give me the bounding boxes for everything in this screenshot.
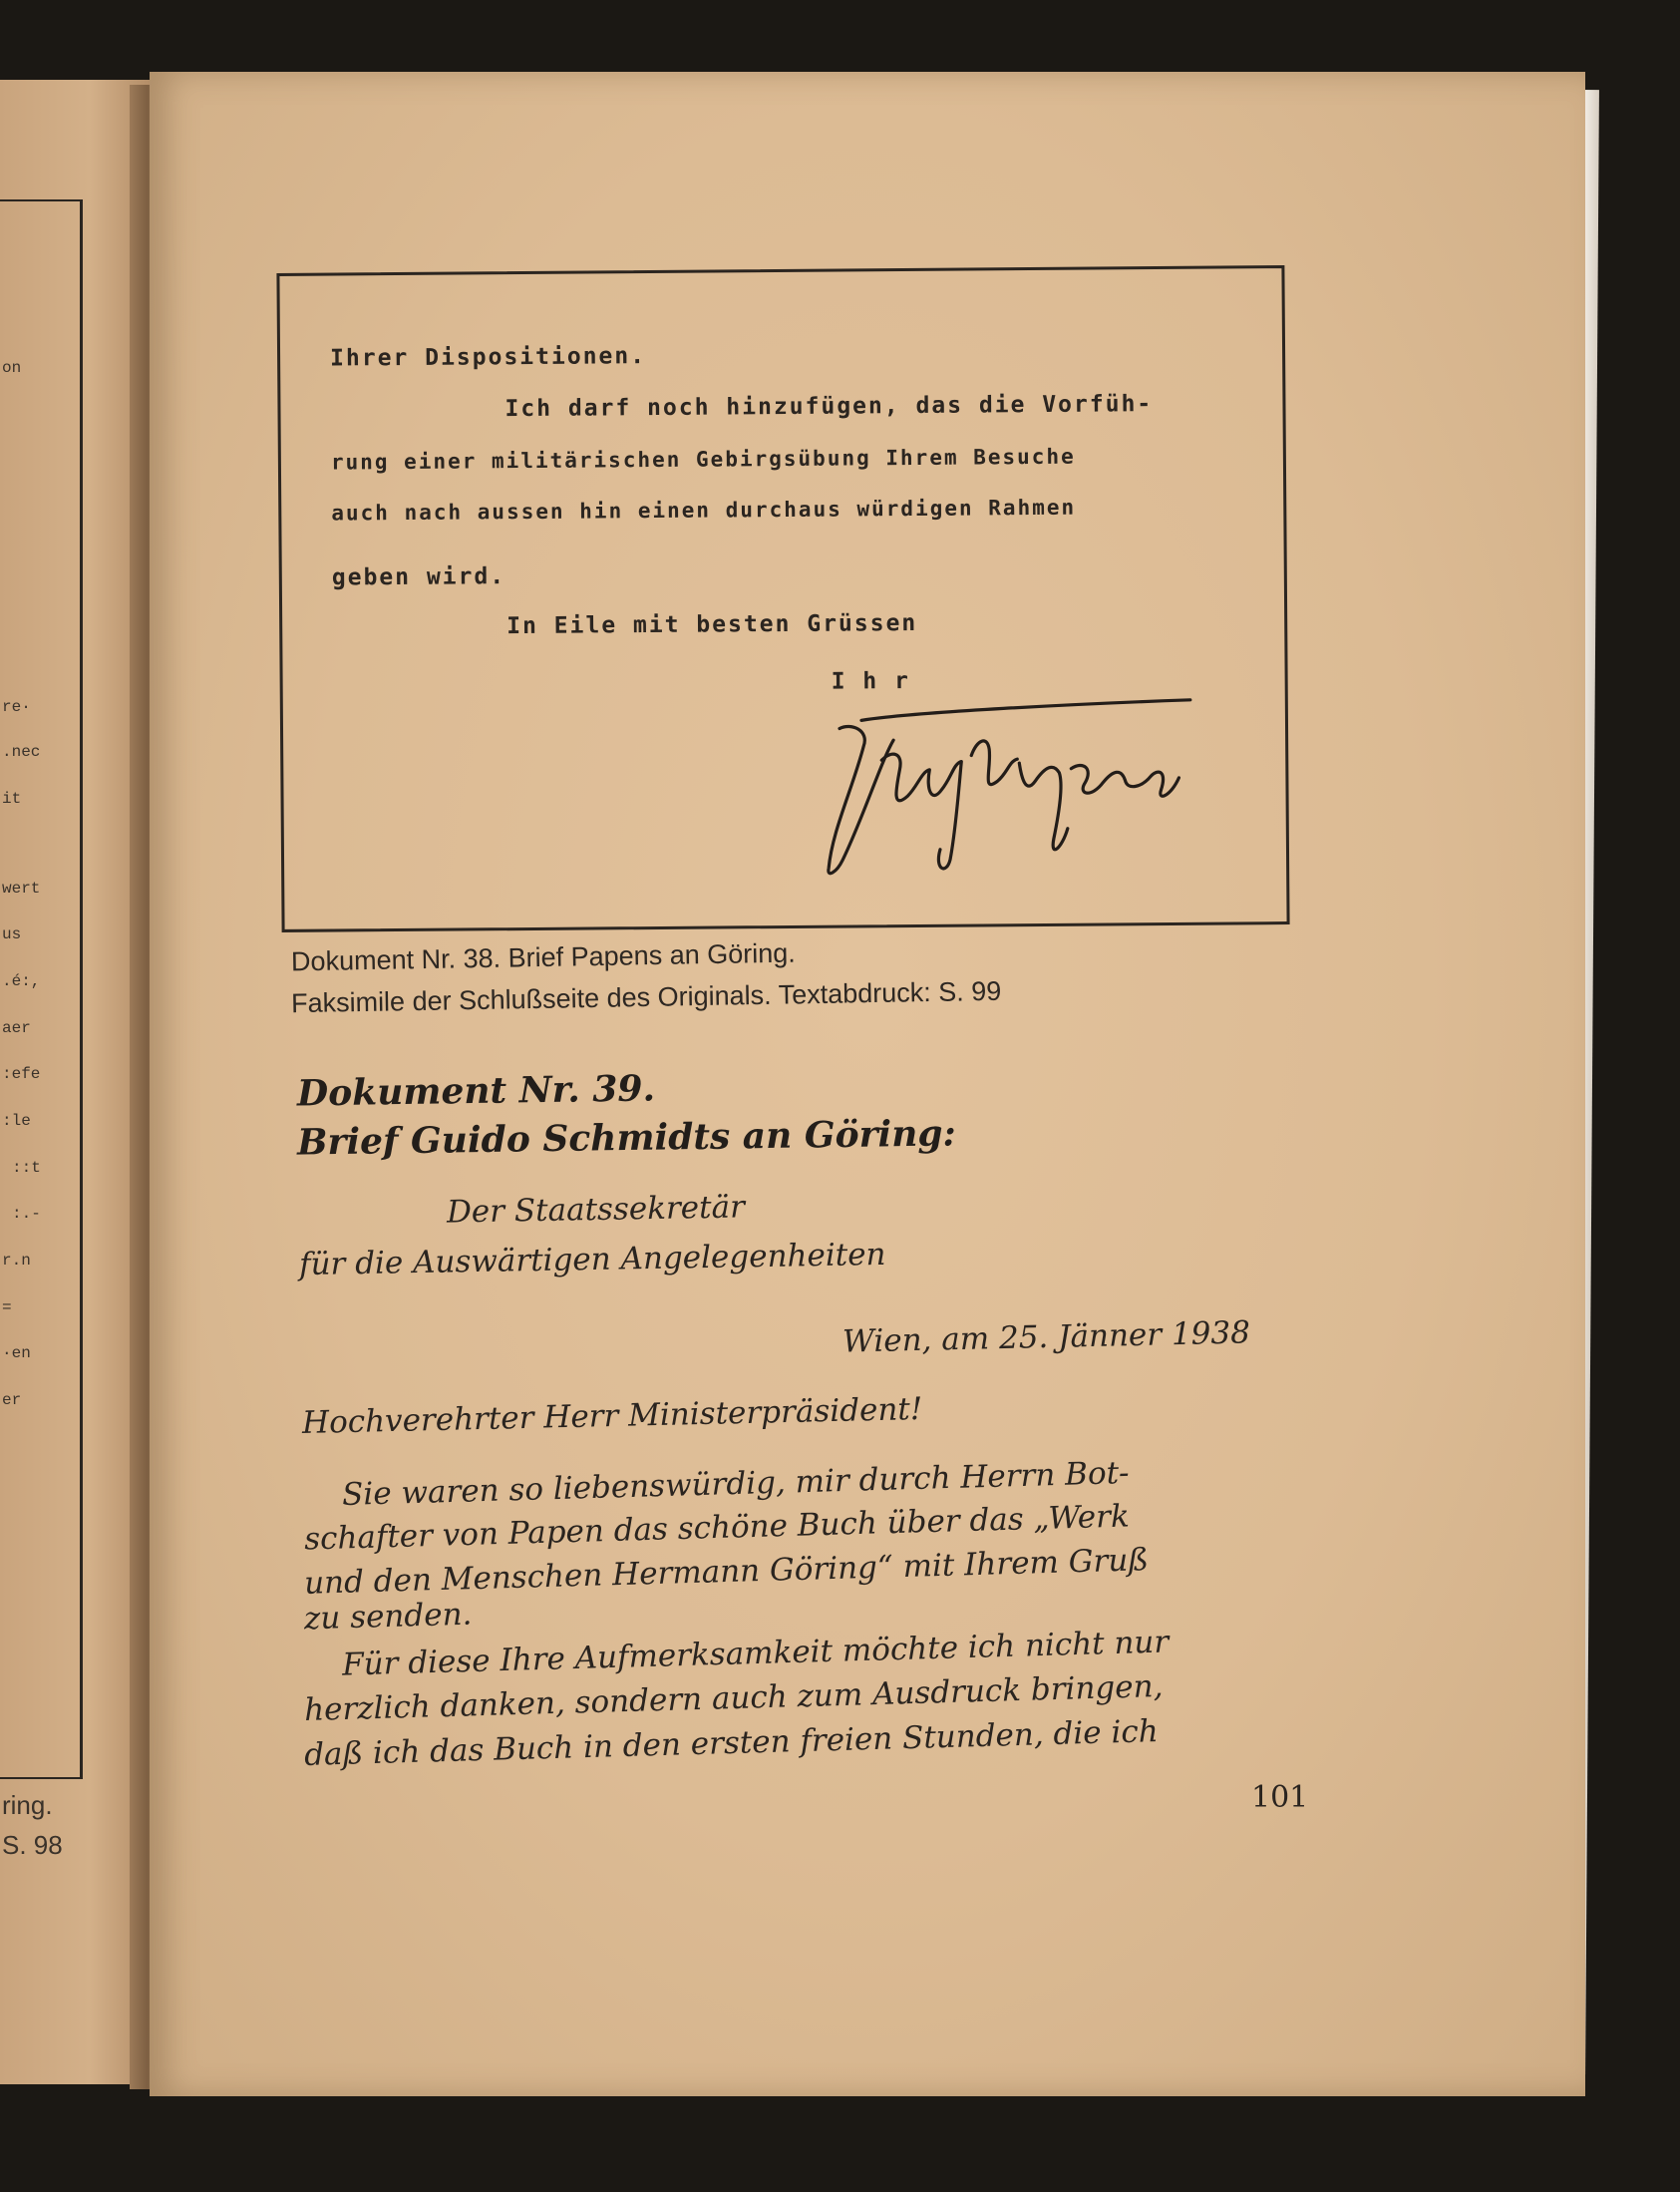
- left-fragment: wert: [2, 880, 41, 898]
- letter-body-line: schafter von Papen das schöne Buch über das „Werk: [303, 1498, 1131, 1558]
- letter-body-line: daß ich das Buch in den ersten freien Stunden, die ich: [303, 1713, 1160, 1773]
- facsimile-line: Ich darf noch hinzufügen, das die Vorfüh-: [504, 391, 1154, 423]
- letter-body-line: und den Menschen Hermann Göring“ mit Ihrem Gruß: [303, 1542, 1150, 1602]
- facsimile-line: auch nach aussen hin einen durchaus würdigen Rahmen: [331, 495, 1077, 526]
- left-fragment: r.n: [2, 1252, 31, 1270]
- left-fragment: us: [2, 925, 22, 943]
- left-fragment: ::t: [12, 1159, 41, 1177]
- facsimile-line: I h r: [831, 668, 911, 695]
- left-fragment: ·en: [2, 1344, 31, 1362]
- facsimile-line: Ihrer Dispositionen.: [329, 343, 647, 372]
- page-number: 101: [1251, 1780, 1309, 1815]
- left-fragment: it: [2, 790, 22, 808]
- left-caption-line: S. 98: [2, 1830, 63, 1860]
- document-subheading: Brief Guido Schmidts an Göring:: [296, 1112, 957, 1164]
- left-fragment: er: [2, 1391, 22, 1409]
- left-caption-line: ring.: [2, 1790, 53, 1820]
- left-fragment: .é:,: [2, 972, 41, 990]
- document-heading: Dokument Nr. 39.: [296, 1067, 656, 1115]
- facsimile-line: rung einer militärischen Gebirgsübung Ihrem Besuche: [330, 444, 1076, 475]
- caption-line-2: Faksimile der Schlußseite des Originals. Textabdruck: S. 99: [290, 975, 1002, 1019]
- left-fragment: :le: [2, 1112, 31, 1130]
- facsimile-box: [276, 265, 1289, 932]
- letter-body-line: Für diese Ihre Aufmerksamkeit möchte ich nicht nur: [341, 1624, 1170, 1683]
- left-fragment: aer: [2, 1019, 31, 1037]
- letter-salutation: Hochverehrter Herr Ministerpräsident!: [301, 1390, 923, 1442]
- letter-body-line: herzlich danken, sondern auch zum Ausdruck bringen,: [303, 1667, 1164, 1729]
- left-fragment: =: [2, 1298, 12, 1316]
- sender-line: für die Auswärtigen Angelegenheiten: [298, 1236, 886, 1283]
- left-fragment: on: [2, 359, 22, 377]
- left-fragment: :efe: [2, 1065, 41, 1083]
- sender-line: Der Staatssekretär: [446, 1189, 746, 1231]
- left-fragment: .nec: [2, 743, 41, 761]
- facsimile-line: In Eile mit besten Grüssen: [506, 609, 918, 640]
- caption-line-1: Dokument Nr. 38. Brief Papens an Göring.: [290, 937, 796, 977]
- signature-image: [822, 698, 1201, 881]
- letter-body-line: Sie waren so liebenswürdig, mir durch Herrn Bot-: [341, 1454, 1131, 1514]
- letter-body-line: zu senden.: [303, 1596, 473, 1638]
- letter-date: Wien, am 25. Jänner 1938: [841, 1314, 1251, 1360]
- left-fragment: re·: [2, 698, 31, 716]
- facsimile-line: geben wird.: [331, 563, 506, 591]
- left-fragment: :.-: [12, 1205, 41, 1223]
